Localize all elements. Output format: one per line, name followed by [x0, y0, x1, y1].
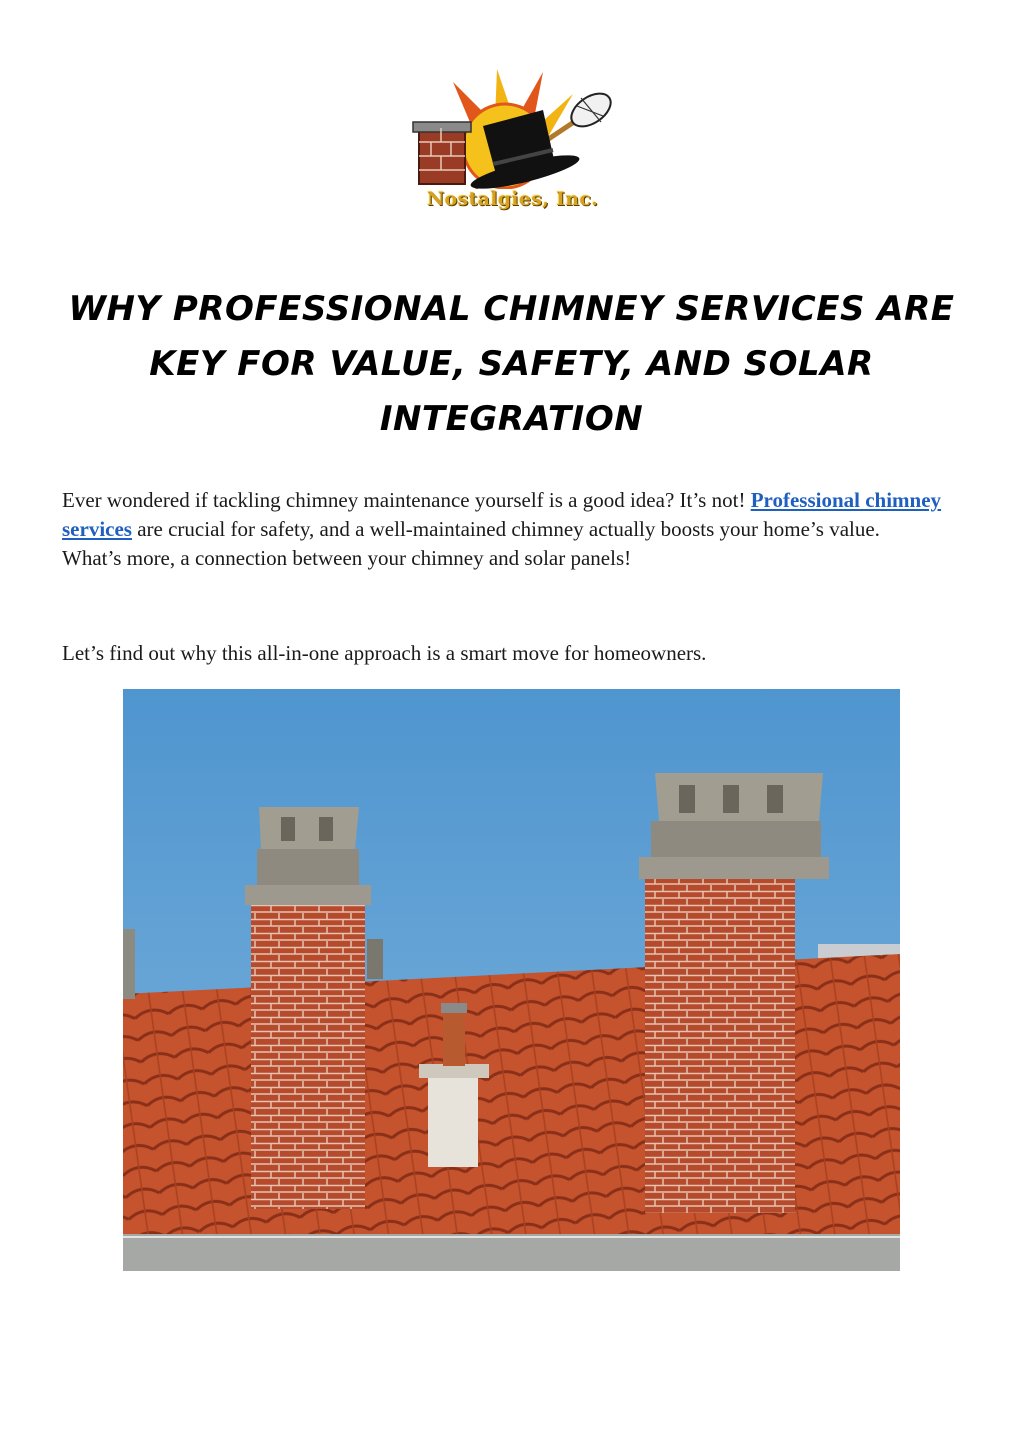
professional-chimney-services-link[interactable]: Professional chimney services	[62, 488, 942, 541]
second-paragraph: Let’s find out why this all-in-one approach is a smart move for homeowners.	[62, 641, 707, 665]
intro-text-before-link: Ever wondered if tackling chimney maintenance yourself is a good idea? It’s not!	[62, 488, 751, 512]
article-title: WHY PROFESSIONAL CHIMNEY SERVICES ARE KEY FOR VALUE, SAFETY, AND SOLAR INTEGRATION	[68, 289, 955, 439]
chimney-icon	[413, 122, 471, 184]
logo-company-name: Nostalgies, Inc.	[426, 188, 599, 210]
company-logo	[405, 64, 620, 224]
logo-graphic	[405, 64, 620, 189]
intro-text-after-link: are crucial for safety, and a well-maintained chimney actually boosts your home’s value. What’s more, a connection between your chimney and solar panels!	[62, 517, 880, 570]
intro-paragraph	[62, 486, 942, 573]
chimney-roof-photo	[123, 689, 900, 1271]
